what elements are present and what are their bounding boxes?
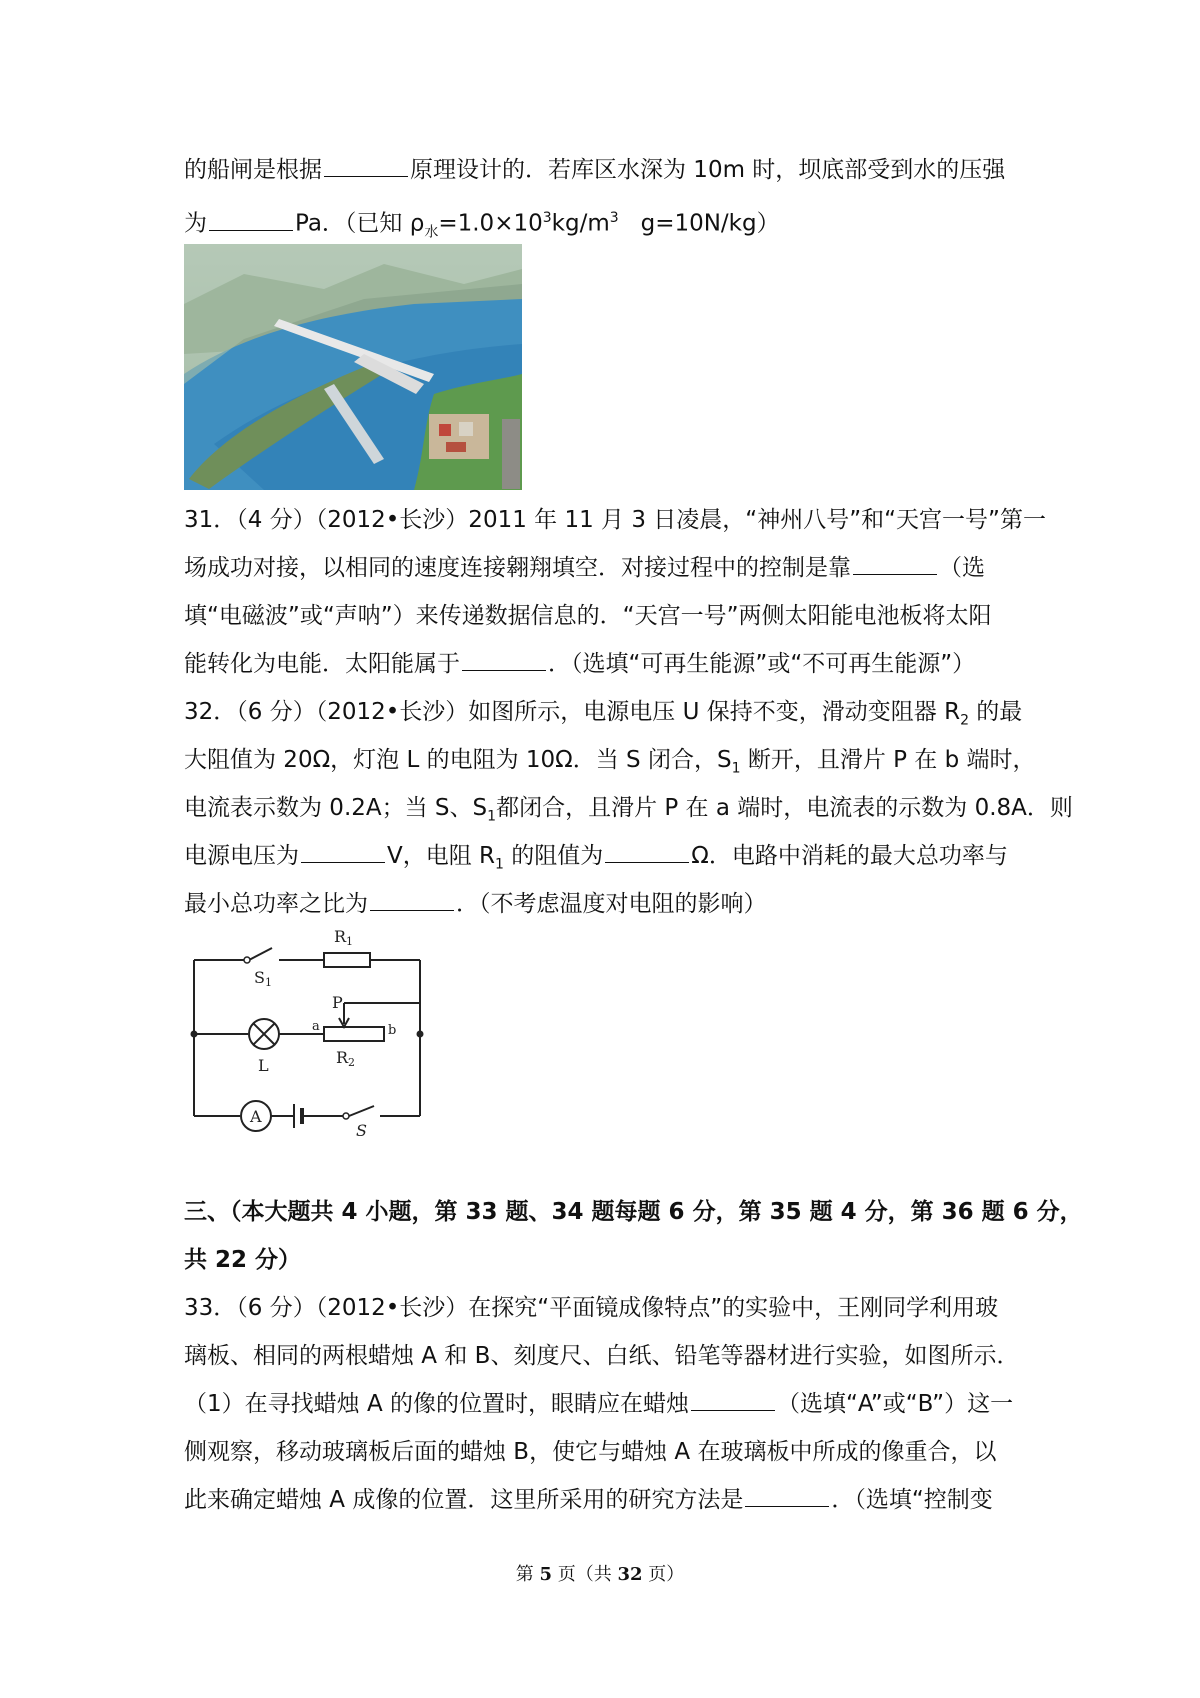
text: 共 22 分） (184, 1247, 302, 1273)
answer-blank[interactable] (853, 554, 937, 575)
label-r2: R2 (336, 1048, 356, 1069)
text: 原理设计的．若库区水深为 10m 时，坝底部受到水的压强 (410, 157, 1006, 183)
text: 的船闸是根据 (184, 157, 322, 183)
rho-subscript: 水 (424, 224, 439, 241)
page-footer: 第 5 页（共 32 页） (515, 1564, 685, 1585)
label-s1: S1 (254, 968, 272, 989)
answer-blank[interactable] (462, 650, 546, 671)
answer-blank[interactable] (370, 890, 454, 911)
q30-line-1 (184, 146, 1029, 194)
label-s: S (356, 1121, 367, 1138)
text: 三、（本大题共 4 小题，第 33 题、34 题每题 6 分，第 35 题 4 分，第 36 题 6 分， (184, 1199, 1083, 1225)
q33-line-1 (184, 1284, 1029, 1332)
page-number: 5 (539, 1564, 552, 1585)
dam-photo (184, 244, 522, 490)
exponent: 3 (609, 210, 619, 226)
q33-line-5 (184, 1476, 1029, 1524)
q33-line-3 (184, 1380, 1029, 1428)
q33-line-4 (184, 1428, 1029, 1476)
text: ．（选填“控制变 (831, 1487, 993, 1513)
text: 璃板、相同的两根蜡烛 A 和 B、刻度尺、白纸、铅笔等器材进行实验，如图所示． (184, 1343, 1020, 1369)
subscript: 1 (487, 808, 497, 825)
text: （选填“A”或“B”）这一 (777, 1391, 1014, 1417)
circuit-diagram (184, 918, 444, 1138)
text: kg/m (551, 210, 610, 237)
text: 能转化为电能．太阳能属于 (184, 651, 460, 677)
q31-line-2 (184, 544, 1029, 592)
q31-line-1 (184, 496, 1046, 544)
text: 填“电磁波”或“声呐”）来传递数据信息的．“天宫一号”两侧太阳能电池板将太阳 (184, 603, 992, 629)
label-l: L (258, 1056, 269, 1075)
subscript: 2 (960, 712, 969, 729)
answer-blank[interactable] (301, 842, 385, 863)
subscript: 1 (495, 856, 504, 873)
label-r1: R1 (334, 927, 354, 948)
text: （1）在寻找蜡烛 A 的像的位置时，眼睛应在蜡烛 (184, 1391, 689, 1417)
label-b: b (388, 1023, 397, 1038)
answer-blank[interactable] (209, 210, 293, 231)
subscript: 1 (731, 760, 741, 777)
answer-blank[interactable] (745, 1486, 829, 1507)
text: ．（不考虑温度对电阻的影响） (456, 891, 767, 917)
text: 电源电压为 (184, 843, 299, 869)
text: 大阻值为 20Ω，灯泡 L 的电阻为 10Ω．当 S 闭合，S (184, 747, 732, 773)
text: V，电阻 R (387, 843, 496, 869)
text: 最小总功率之比为 (184, 891, 368, 917)
text: 电流表示数为 0.2A；当 S、S (184, 795, 488, 821)
answer-blank[interactable] (324, 156, 408, 177)
section-3-heading-cont (184, 1236, 1029, 1284)
text: =1.0×10 (438, 210, 543, 237)
text: 都闭合，且滑片 P 在 a 端时，电流表的示数为 0.8A．则 (496, 795, 1073, 821)
text: 侧观察，移动玻璃板后面的蜡烛 B，使它与蜡烛 A 在玻璃板中所成的像重合，以 (184, 1439, 997, 1465)
text: Pa．（已知 ρ (295, 210, 425, 237)
text: 33．（6 分）（2012•长沙）在探究“平面镜成像特点”的实验中，王刚同学利用玻 (184, 1295, 999, 1321)
label-p: P (332, 993, 343, 1012)
page-total: 32 (617, 1564, 643, 1585)
q33-line-2 (184, 1332, 1029, 1380)
text: 31．（4 分）（2012•长沙）2011 年 11 月 3 日凌晨，“神州八号”和“天宫一号”第一 (184, 507, 1046, 533)
text: 的最 (976, 699, 1023, 725)
section-3-heading (184, 1188, 1083, 1236)
answer-blank[interactable] (691, 1390, 775, 1411)
label-a: a (312, 1019, 320, 1034)
q31-line-4 (184, 640, 1029, 688)
q31-line-3 (184, 592, 1029, 640)
text: （选 (939, 555, 985, 581)
text: g=10N/kg） (640, 210, 780, 237)
exponent: 3 (542, 210, 552, 226)
text: 为 (184, 210, 207, 237)
answer-blank[interactable] (605, 842, 689, 863)
text: ．（选填“可再生能源”或“不可再生能源”） (548, 651, 976, 677)
text: 场成功对接，以相同的速度连接翱翔填空．对接过程中的控制是靠 (184, 555, 851, 581)
text: Ω．电路中消耗的最大总功率与 (691, 843, 1008, 869)
text: 的阻值为 (511, 843, 604, 869)
text: 32．（6 分）（2012•长沙）如图所示，电源电压 U 保持不变，滑动变阻器 R (184, 699, 961, 725)
text: 此来确定蜡烛 A 成像的位置．这里所采用的研究方法是 (184, 1487, 744, 1513)
text: 断开，且滑片 P 在 b 端时， (747, 747, 1036, 773)
label-a-meter: A (250, 1107, 262, 1126)
